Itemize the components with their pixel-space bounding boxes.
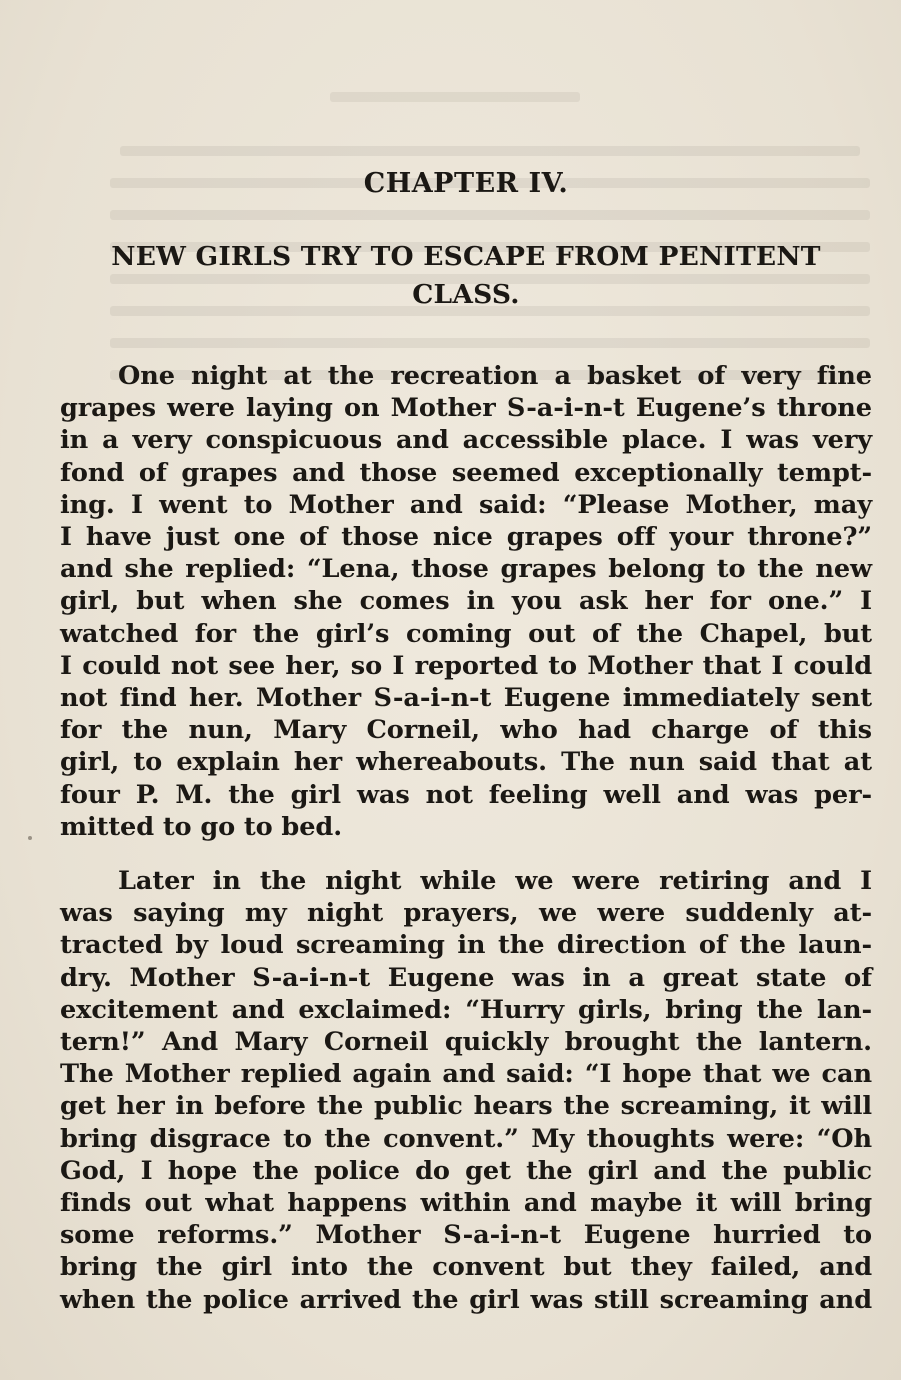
text-line: grapes were laying on Mother S-a-i-n-t Eugene’s throne [60, 393, 872, 424]
chapter-heading: CHAPTER IV. [363, 168, 569, 199]
chapter-title-line: CLASS. [412, 279, 520, 310]
text-line: Later in the night while we were retiring and I [118, 866, 872, 897]
text-line: for the nun, Mary Corneil, who had charge of this [60, 715, 872, 746]
text-line: four P. M. the girl was not feeling well and was per- [60, 779, 872, 810]
text-line: finds out what happens within and maybe it will bring [60, 1188, 872, 1219]
text-line: ing. I went to Mother and said: “Please Mother, may [60, 489, 872, 520]
text-line: mitted to go to bed. [60, 811, 343, 842]
text-line: excitement and exclaimed: “Hurry girls, bring the lan- [60, 994, 872, 1025]
text-line: The Mother replied again and said: “I hope that we can [60, 1059, 872, 1090]
text-line: and she replied: “Lena, those grapes belong to the new [60, 554, 872, 585]
text-line: tracted by loud screaming in the direction of the laun- [60, 930, 872, 961]
text-line: watched for the girl’s coming out of the Chapel, but [60, 618, 872, 649]
paragraph-1 [60, 360, 872, 843]
paragraph-2 [60, 865, 872, 1316]
text-line: in a very conspicuous and accessible place. I was very [60, 425, 872, 456]
chapter-title-line: NEW GIRLS TRY TO ESCAPE FROM PENITENT [111, 241, 821, 272]
page-content [60, 162, 872, 1338]
text-line: dry. Mother S-a-i-n-t Eugene was in a great state of [60, 962, 872, 993]
text-line: tern!” And Mary Corneil quickly brought the lantern. [60, 1027, 872, 1058]
text-line: One night at the recreation a basket of very fine [118, 361, 872, 391]
text-line: get her in before the public hears the screaming, it will [60, 1091, 872, 1122]
text-line: girl, but when she comes in you ask her for one.” I [60, 586, 872, 617]
text-line: fond of grapes and those seemed exceptionally tempt- [60, 457, 872, 488]
text-line: not find her. Mother S-a-i-n-t Eugene immediately sent [60, 683, 872, 714]
text-line: bring the girl into the convent but they failed, and [60, 1252, 872, 1283]
paper-speck [28, 836, 32, 840]
text-line: when the police arrived the girl was still screaming and [60, 1284, 872, 1315]
text-line: was saying my night prayers, we were suddenly at- [60, 898, 872, 929]
text-line: I could not see her, so I reported to Mother that I could [60, 650, 872, 681]
text-line: I have just one of those nice grapes off your throne?” [60, 522, 872, 553]
text-line: God, I hope the police do get the girl and the public [60, 1155, 872, 1186]
text-line: bring disgrace to the convent.” My thoughts were: “Oh [60, 1123, 872, 1154]
text-line: girl, to explain her whereabouts. The nun said that at [60, 747, 872, 778]
chapter-title [60, 238, 872, 314]
text-line: some reforms.” Mother S-a-i-n-t Eugene hurried to [60, 1220, 872, 1251]
